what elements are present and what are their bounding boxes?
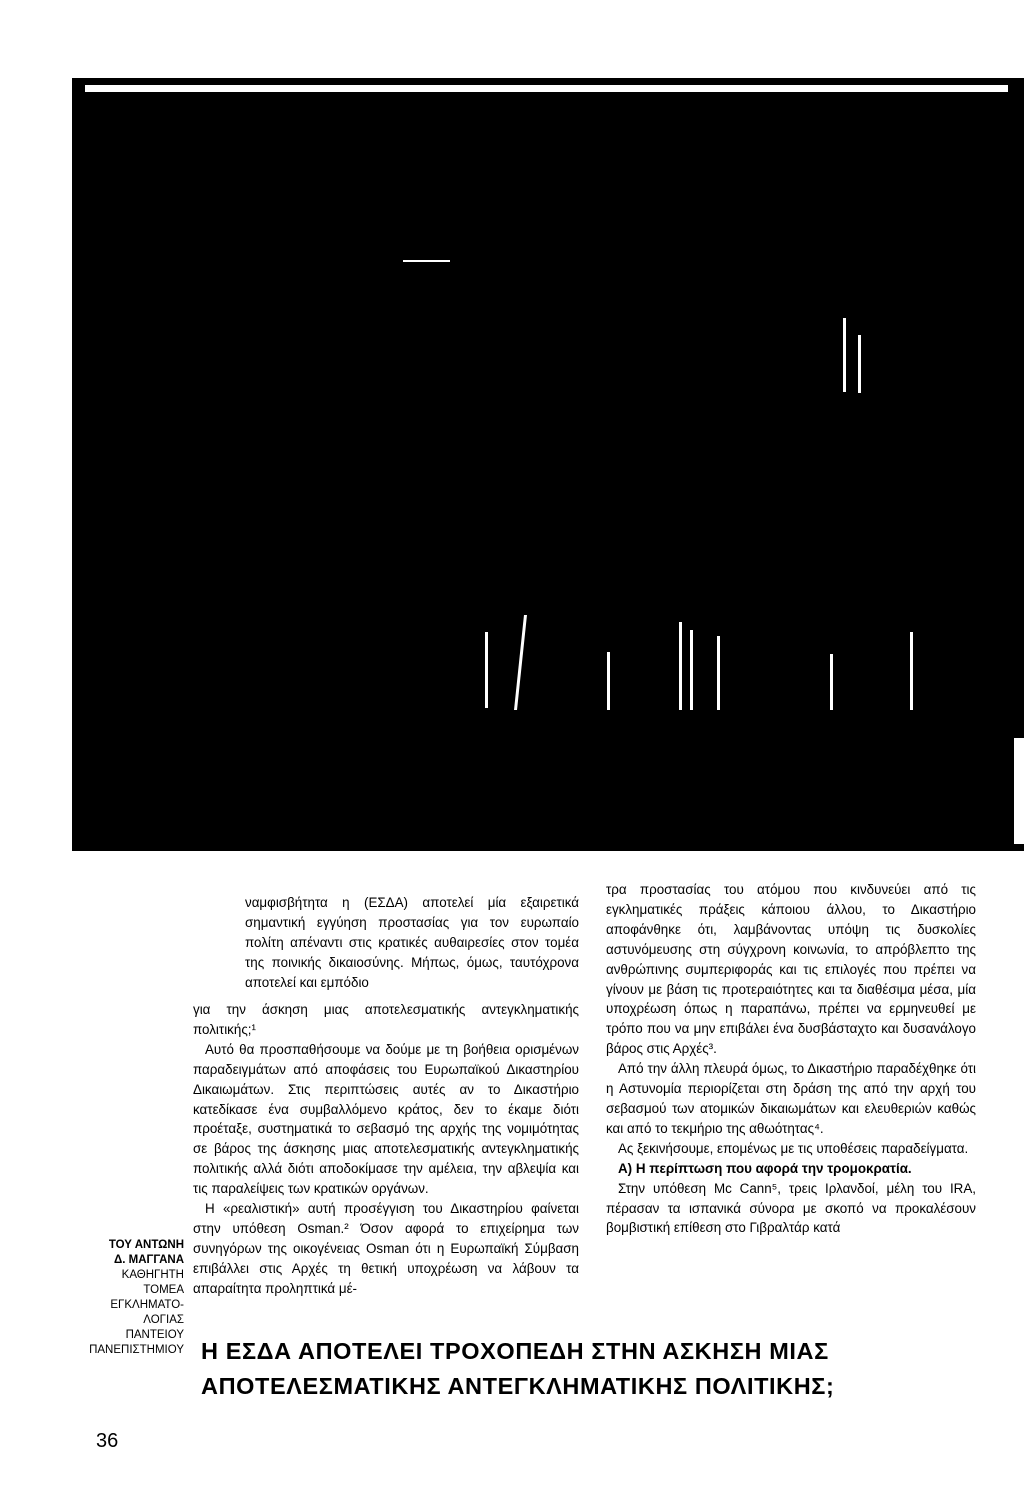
decorative-stroke xyxy=(843,318,846,392)
decorative-stroke xyxy=(690,630,693,710)
article-column-1-intro xyxy=(245,880,579,1006)
article-paragraph: τρα προστασίας του ατόμου που κινδυνεύει από τις εγκληματικές πράξεις κάποιου άλλου, το Δικαστήριο αποφάνθηκε ότι, λαμβάνοντας υπόψη τις δυσκολίες αστυνόμευσης στη σύγχρονη κοινωνία, το απρόβλεπτο της ανθρώπινης συμπεριφοράς και τις επιλογές που πρέπει να γίνουν με βάση τις προτεραιότητες και τα διαθέσιμα μέσα, μία υποχρέωση όπως η παραπάνω, πρέπει να ερμηνευθεί με τρόπο που να μην επιβάλει ένα δυσβάσταχτο και δυσανάλογο βάρος στις Αρχές³. xyxy=(606,882,976,1057)
article-paragraph: για την άσκηση μιας αποτελεσματικής αντεγκληματικής πολιτικής;¹ xyxy=(193,1002,579,1037)
article-paragraph: Ας ξεκινήσουμε, επομένως με τις υποθέσεις παραδείγματα. xyxy=(618,1140,969,1156)
page-number: 36 xyxy=(96,1430,119,1452)
byline-line: ΠΑΝΕΠΙΣΤΗΜΙΟΥ xyxy=(89,1344,184,1356)
decorative-dash xyxy=(403,260,450,262)
decorative-stroke xyxy=(830,654,833,710)
byline-line: ΕΓΚΛΗΜΑΤΟ- xyxy=(110,1299,184,1311)
article-paragraph: Αυτό θα προσπαθήσουμε να δούμε με τη βοήθεια ορισμένων παραδειγμάτων από αποφάσεις του Ευρωπαϊκού Δικαστηρίου Δικαιωμάτων. Στις περιπτώσεις αυτές αν το Δικαστήριο κατεδίκασε ένα συμβαλλόμενο κράτος, δεν το έκαμε διότι προέταξε, συστηματικά το σεβασμό της αρχής της νομιμότητας σε βάρος της άσκησης μιας αποτελεσματικής αντεγκληματικής πολιτικής αλλά διότι αποδοκίμασε την αμέλεια, την αβλεψία και τις παραλείψεις των κρατικών οργάνων. xyxy=(193,1041,579,1197)
decorative-stroke xyxy=(679,622,682,710)
decorative-stroke xyxy=(858,335,861,393)
article-column-2 xyxy=(606,880,976,1238)
article-paragraph: Στην υπόθεση Mc Cann⁵, τρεις Ιρλανδοί, μέλη του IRA, πέρασαν τα ισπανικά σύνορα με σκοπό να προκαλέσουν βομβιστική επίθεση στο Γιβραλτάρ κατά xyxy=(606,1180,976,1236)
byline-line: ΠΑΝΤΕΙΟΥ xyxy=(125,1329,184,1341)
article-column-1 xyxy=(193,1000,579,1299)
byline-line: ΤΟΥ ΑΝΤΩΝΗ xyxy=(108,1239,184,1251)
byline-line: ΤΟΜΕΑ xyxy=(143,1284,184,1296)
decorative-stroke xyxy=(485,632,488,708)
article-headline xyxy=(201,1334,1001,1404)
author-byline xyxy=(80,1238,184,1358)
article-paragraph: ναμφισβήτητα η (ΕΣΔΑ) αποτελεί μία εξαιρετικά σημαντική εγγύηση προστασίας για τον ευρωπαίο πολίτη απέναντι στις κρατικές αυθαιρεσίες στον τομέα της ποινικής δικαιοσύνης. Μήπως, όμως, ταυτόχρονα αποτελεί και εμπόδιο xyxy=(245,895,579,991)
byline-line: ΚΑΘΗΓΗΤΗ xyxy=(121,1269,184,1281)
decorative-stroke xyxy=(717,636,720,710)
header-image-panel xyxy=(72,78,1024,851)
headline-line-2: ΑΠΟΤΕΛΕΣΜΑΤΙΚΗΣ ΑΝΤΕΓΚΛΗΜΑΤΙΚΗΣ ΠΟΛΙΤΙΚΗΣ; xyxy=(201,1373,835,1399)
decorative-notch xyxy=(1014,738,1024,844)
article-paragraph: Από την άλλη πλευρά όμως, το Δικαστήριο παραδέχθηκε ότι η Αστυνομία περιορίζεται στη δράση της από την αρχή του σεβασμού των ατομικών δικαιωμάτων και ελευθεριών καθώς και από το τεκμήριο της αθωότητας⁴. xyxy=(606,1061,976,1136)
decorative-stroke xyxy=(910,632,913,710)
top-rule xyxy=(85,85,1008,92)
headline-line-1: Η ΕΣΔΑ ΑΠΟΤΕΛΕΙ ΤΡΟΧΟΠΕΔΗ ΣΤΗΝ ΑΣΚΗΣΗ ΜΙΑΣ xyxy=(201,1338,829,1364)
byline-line: ΛΟΓΙΑΣ xyxy=(143,1314,184,1326)
byline-line: Δ. ΜΑΓΓΑΝΑ xyxy=(113,1254,184,1266)
article-paragraph: Η «ρεαλιστική» αυτή προσέγγιση του Δικαστηρίου φαίνεται στην υπόθεση Osman.² Όσον αφορά το επιχείρημα των συνηγόρων της οικογένειας Osman ότι η Ευρωπαϊκή Σύμβαση επιβάλλει στις Αρχές τη θετική υποχρέωση να λάβουν τα απαραίτητα προληπτικά μέ- xyxy=(193,1201,579,1296)
section-subheading: Α) Η περίπτωση που αφορά την τρομοκρατία. xyxy=(618,1160,912,1176)
decorative-stroke xyxy=(607,652,610,710)
